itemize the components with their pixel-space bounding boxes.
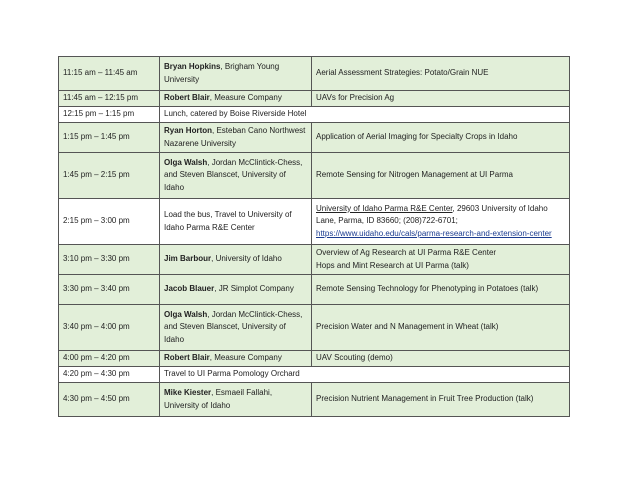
schedule-row <box>59 367 570 383</box>
speaker-affiliation: , Esmaeil Fallahi, University of Idaho <box>164 388 273 410</box>
speaker-affiliation: , Brigham Young University <box>164 62 280 84</box>
topic-cell <box>312 91 570 107</box>
speaker-affiliation: , Measure Company <box>209 93 282 103</box>
speaker-affiliation: , Measure Company <box>209 353 282 363</box>
speaker-cell <box>160 275 312 305</box>
time-cell: 4:00 pm – 4:20 pm <box>59 351 160 367</box>
schedule-row <box>59 153 570 199</box>
topic-text: Overview of Ag Research at UI Parma R&E Center <box>316 248 497 257</box>
speaker-name: Jacob Blauer <box>164 284 215 294</box>
topic-cell <box>312 153 570 199</box>
schedule-row <box>59 199 570 245</box>
time-cell: 11:45 am – 12:15 pm <box>59 91 160 107</box>
address-text: , 29603 University of Idaho Lane, Parma, ID 83660; (208)722-6701; <box>316 203 548 226</box>
time-cell: 4:30 pm – 4:50 pm <box>59 383 160 417</box>
topic-text: UAVs for Precision Ag <box>316 93 395 103</box>
event-note-cell: Travel to UI Parma Pomology Orchard <box>160 367 570 383</box>
speaker-cell <box>160 123 312 153</box>
topic-cell <box>312 199 570 245</box>
schedule-body <box>59 57 570 417</box>
topic-text: Remote Sensing for Nitrogen Management at UI Parma <box>316 170 513 180</box>
speaker-name: Bryan Hopkins <box>164 62 221 71</box>
speaker-affiliation: Load the bus, Travel to University of Idaho Parma R&E Center <box>164 210 292 232</box>
schedule-row <box>59 91 570 107</box>
schedule-row <box>59 305 570 351</box>
topic-text: UAV Scouting (demo) <box>316 353 393 363</box>
time-cell: 1:15 pm – 1:45 pm <box>59 123 160 153</box>
time-cell: 3:30 pm – 3:40 pm <box>59 275 160 305</box>
time-cell: 4:20 pm – 4:30 pm <box>59 367 160 383</box>
topic-cell <box>312 57 570 91</box>
schedule-row <box>59 123 570 153</box>
topic-cell <box>312 351 570 367</box>
topic-text: Precision Water and N Management in Wheat (talk) <box>316 322 499 332</box>
topic-text: Aerial Assessment Strategies: Potato/Grain NUE <box>316 68 489 78</box>
time-cell: 1:45 pm – 2:15 pm <box>59 153 160 199</box>
schedule-row <box>59 275 570 305</box>
topic-cell <box>312 245 570 275</box>
time-cell: 12:15 pm – 1:15 pm <box>59 107 160 123</box>
speaker-affiliation: , Jordan McClintick-Chess, and Steven Blanscet, University of Idaho <box>164 309 303 344</box>
speaker-name: Jim Barbour <box>164 254 212 264</box>
time-cell: 2:15 pm – 3:00 pm <box>59 199 160 245</box>
speaker-cell <box>160 245 312 275</box>
topic-cell <box>312 305 570 351</box>
time-cell: 11:15 am – 11:45 am <box>59 57 160 91</box>
speaker-name: Ryan Horton <box>164 126 212 135</box>
speaker-name: Robert Blair <box>164 353 210 363</box>
topic-text: Application of Aerial Imaging for Specialty Crops in Idaho <box>316 132 518 142</box>
speaker-affiliation: , Esteban Cano Northwest Nazarene University <box>164 126 306 148</box>
speaker-affiliation: , University of Idaho <box>211 254 282 264</box>
speaker-cell <box>160 57 312 91</box>
schedule-row <box>59 57 570 91</box>
speaker-affiliation: , Jordan McClintick-Chess, and Steven Blanscet, University of Idaho <box>164 157 303 192</box>
speaker-name: Mike Kiester <box>164 388 212 397</box>
parma-center-url-link[interactable]: https://www.uidaho.edu/cals/parma-research-and-extension-center <box>316 228 552 238</box>
topic-text: Remote Sensing Technology for Phenotyping in Potatoes (talk) <box>316 284 539 294</box>
speaker-name: Olga Walsh <box>164 157 208 167</box>
time-cell: 3:10 pm – 3:30 pm <box>59 245 160 275</box>
topic-text: Hops and Mint Research at UI Parma (talk) <box>316 260 469 270</box>
speaker-cell <box>160 383 312 417</box>
speaker-name: Robert Blair <box>164 93 210 103</box>
schedule-row <box>59 383 570 417</box>
speaker-cell <box>160 351 312 367</box>
speaker-cell <box>160 199 312 245</box>
speaker-cell <box>160 91 312 107</box>
speaker-cell <box>160 153 312 199</box>
schedule-row <box>59 351 570 367</box>
time-cell: 3:40 pm – 4:00 pm <box>59 305 160 351</box>
speaker-affiliation: , JR Simplot Company <box>214 284 294 294</box>
schedule-table <box>58 56 570 417</box>
parma-center-link[interactable]: University of Idaho Parma R&E Center <box>316 203 453 213</box>
topic-text: Precision Nutrient Management in Fruit Tree Production (talk) <box>316 394 534 404</box>
speaker-cell <box>160 305 312 351</box>
schedule-row <box>59 107 570 123</box>
topic-cell <box>312 383 570 417</box>
topic-cell <box>312 275 570 305</box>
topic-cell <box>312 123 570 153</box>
schedule-row <box>59 245 570 275</box>
speaker-name: Olga Walsh <box>164 309 208 319</box>
event-note-cell: Lunch, catered by Boise Riverside Hotel <box>160 107 570 123</box>
